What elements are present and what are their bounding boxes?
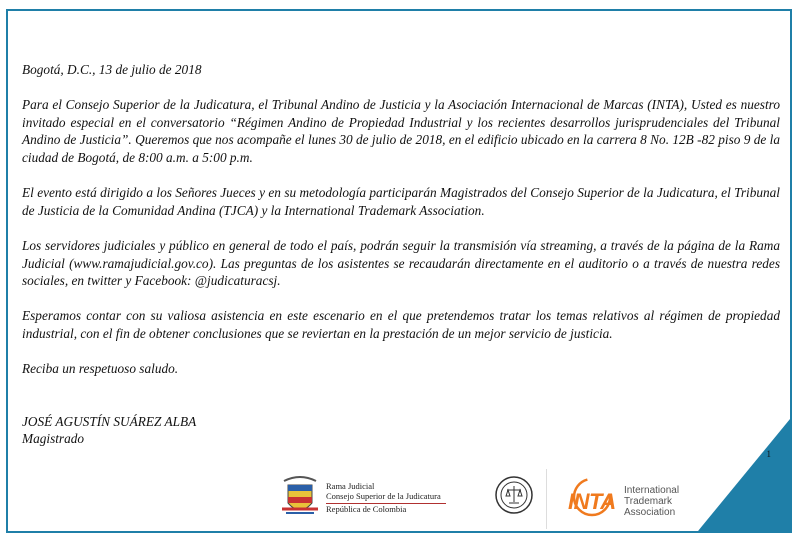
page-number: 1 [766, 449, 771, 459]
signer-name: JOSÉ AGUSTÍN SUÁREZ ALBA [22, 413, 197, 429]
rama-judicial-divider [326, 503, 446, 504]
rama-judicial-line1: Rama Judicial [326, 481, 375, 491]
corner-decoration [698, 419, 790, 531]
logo-divider [546, 469, 547, 529]
rama-judicial-logo [276, 471, 456, 523]
rama-judicial-text [326, 481, 441, 514]
letter-frame [6, 9, 792, 533]
inta-wordmark: INTA [568, 489, 616, 514]
rama-judicial-line3: República de Colombia [326, 504, 407, 514]
paragraph-invitation: Para el Consejo Superior de la Judicatura, el Tribunal Andino de Justicia y la Asociación Internacional de Marcas (INTA), Usted es nuestro invitado especial en el conversatorio “Régimen Andino de Propiedad Industrial y los recientes desarrollos jurisprudenciales del Tribunal Andino de Justicia”. Queremos que nos acompañe el lunes 30 de julio de 2018, en el edificio ubicado en la carrera 8 No. 12B -82 piso 9 de la ciudad de Bogotá, de 8:00 a.m. a 5:00 p.m. [22, 97, 780, 165]
colombia-coat-of-arms-icon [278, 473, 322, 523]
signer-title: Magistrado [22, 431, 85, 447]
tribunal-andino-seal-icon [494, 475, 534, 515]
inta-subtitle [624, 485, 679, 518]
letter-body [22, 61, 780, 448]
letter-date: Bogotá, D.C., 13 de julio de 2018 [22, 62, 202, 77]
inta-line2: Trademark [624, 496, 672, 507]
paragraph-closing-remarks: Esperamos contar con su valiosa asistencia en este escenario en el que pretendemos tratar los temas relativos al régimen de propiedad industrial, con el fin de obtener conclusiones que se reviertan en la prestación de un mejor servicio de justicia. [22, 308, 780, 341]
paragraph-audience: El evento está dirigido a los Señores Jueces y en su metodología participarán Magistrados del Consejo Superior de la Judicatura, el Tribunal de Justicia de la Comunidad Andina (TJCA) y la International Trademark Association. [22, 185, 780, 218]
paragraph-streaming: Los servidores judiciales y público en general de todo el país, podrán seguir la transmisión vía streaming, a través de la página de la Rama Judicial (www.ramajudicial.gov.co). Las preguntas de los asistentes se recaudarán directamente en el auditorio o a través de nuestra redes sociales, en twitter y Facebook: @judicaturacsj. [22, 237, 780, 289]
logos-footer [276, 465, 696, 533]
inta-line3: Association [624, 507, 676, 518]
rama-judicial-line2: Consejo Superior de la Judicatura [326, 491, 441, 501]
closing-greeting: Reciba un respetuoso saludo. [22, 361, 179, 377]
inta-line1: International [624, 485, 680, 496]
inta-logo [566, 471, 696, 527]
